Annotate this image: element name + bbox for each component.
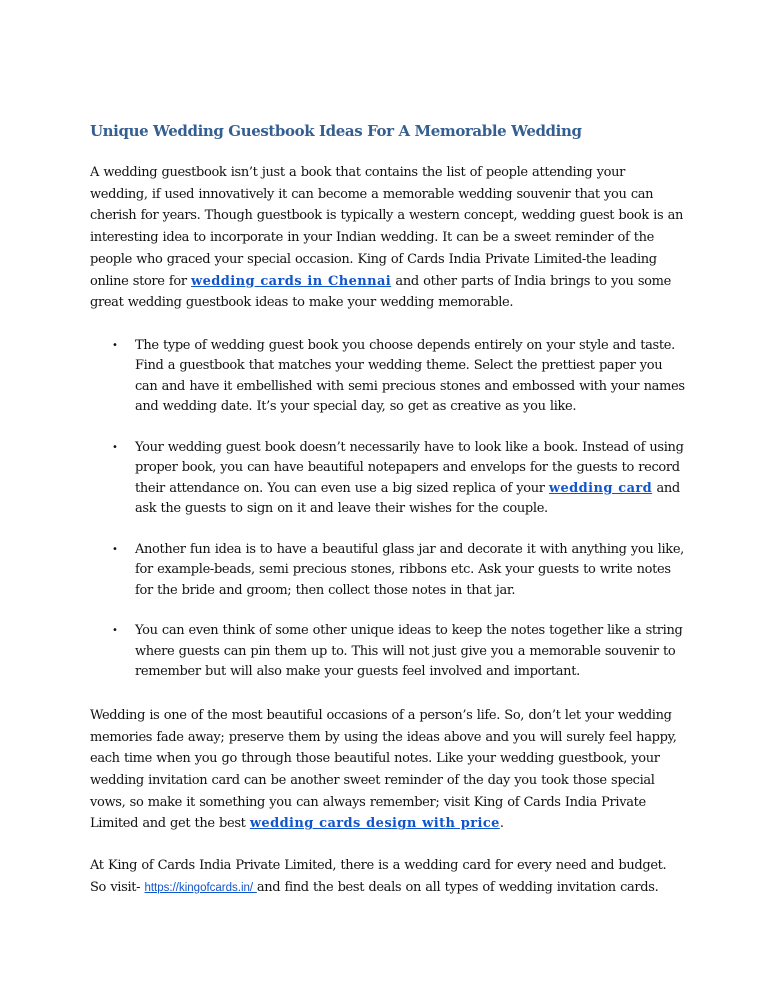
final-paragraph — [90, 855, 685, 899]
list-item-text: You can even think of some other unique ideas to keep the notes together like a string where guests can pin them up to. This will not just give you a memorable souvenir to remember but will also make your guests feel involved and important. — [135, 623, 683, 680]
bullet-icon: • — [112, 543, 118, 555]
list-item — [90, 438, 685, 520]
list-item — [90, 621, 685, 683]
closing-paragraph — [90, 705, 685, 835]
wedding-card-link[interactable]: wedding card — [548, 480, 653, 496]
final-text-end: and find the best deals on all types of wedding invitation cards. — [256, 879, 659, 895]
wedding-cards-chennai-link[interactable]: wedding cards in Chennai — [191, 273, 392, 289]
list-item-text: Your wedding guest book doesn’t necessarily have to look like a book. Instead of using proper book, you can have beautiful notepapers and envelops for the guests to record their attendance on. You can even use a big sized replica of your — [135, 439, 684, 496]
visit-text: So visit- — [90, 879, 145, 895]
ideas-list — [90, 336, 685, 683]
bullet-icon: • — [112, 441, 118, 453]
list-item-text: Another fun idea is to have a beautiful glass jar and decorate it with anything you like, for example-beads, semi precious stones, ribbons etc. Ask your guests to write notes for the bride and groom; then collect those notes in that jar. — [135, 541, 684, 598]
final-text: At King of Cards India Private Limited, there is a wedding card for every need and budget. — [90, 858, 667, 874]
intro-text-end: and other parts of India brings to you some great wedding guestbook ideas to make your wedding memorable. — [90, 273, 671, 311]
closing-text: Wedding is one of the most beautiful occasions of a person’s life. So, don’t let your wedding memories fade away; preserve them by using the ideas above and you will surely feel happy, each time when you go through those beautiful notes. Like your wedding guestbook, your wedding invitation card can be another sweet reminder of the day you took those special vows, so make it something you can always remember; visit King of Cards India Private Limited and get the best — [90, 707, 677, 832]
list-item-text: The type of wedding guest book you choose depends entirely on your style and taste. Find a guestbook that matches your wedding theme. Select the prettiest paper you can and have it embellished with semi precious stones and embossed with your names and wedding date. It’s your special day, so get as creative as you like. — [135, 337, 685, 415]
page-title: Unique Wedding Guestbook Ideas For A Memorable Wedding — [90, 122, 582, 140]
document-page — [90, 120, 685, 900]
bullet-icon: • — [112, 339, 118, 351]
list-item — [90, 540, 685, 602]
closing-text-end: . — [499, 816, 504, 832]
intro-paragraph — [90, 162, 685, 314]
intro-text: A wedding guestbook isn’t just a book that contains the list of people attending your wedding, if used innovatively it can become a memorable wedding souvenir that you can cherish for years. Though guestbook is typically a western concept, wedding guest book is an interesting idea to incorporate in your Indian wedding. It can be a sweet reminder of the people who graced your special occasion. King of Cards India Private Limited-the leading online store for — [90, 165, 683, 289]
bullet-icon: • — [112, 625, 118, 637]
list-item — [90, 336, 685, 418]
list-item-text-end: and ask the guests to sign on it and leave their wishes for the couple. — [135, 480, 680, 517]
wedding-cards-design-link[interactable]: wedding cards design with price — [249, 816, 500, 832]
kingofcards-url-link[interactable]: https://kingofcards.in/ — [144, 881, 257, 894]
